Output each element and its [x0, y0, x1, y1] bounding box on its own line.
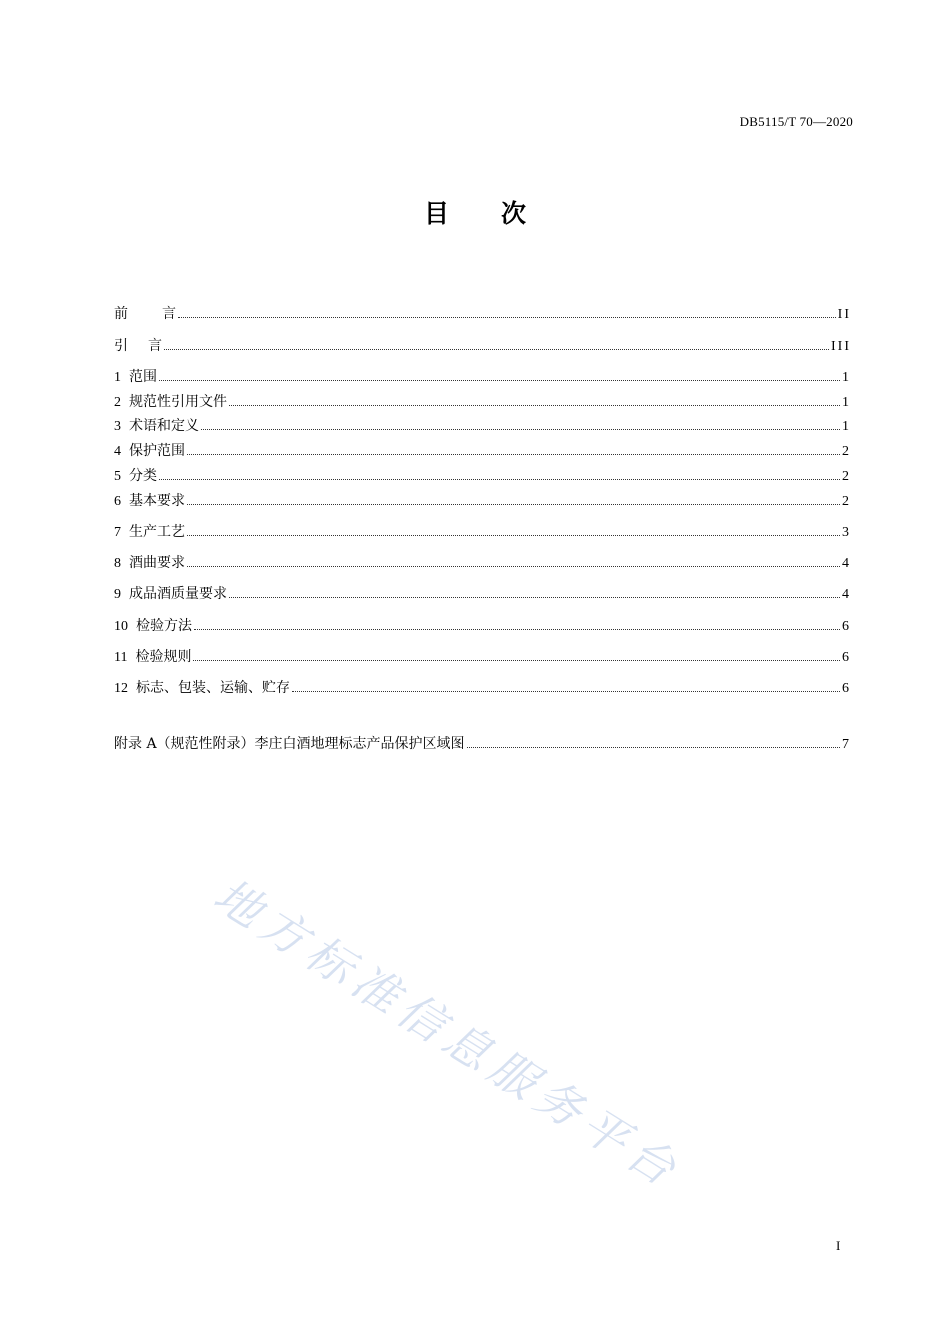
toc-entry-label: 11 检验规则 [114, 649, 192, 665]
toc-entry-page: 2 [842, 469, 851, 484]
toc-leader-dots [229, 404, 840, 406]
page-title [0, 194, 950, 230]
toc-entry-label: 2 规范性引用文件 [114, 394, 227, 410]
toc-entry-1[interactable] [114, 368, 851, 386]
toc-entry-10[interactable] [114, 617, 851, 635]
toc-entry-label: 12 标志、包装、运输、贮存 [114, 680, 290, 696]
toc-entry-label: 7 生产工艺 [114, 524, 185, 540]
toc-leader-dots [229, 596, 840, 598]
toc-leader-dots [187, 453, 840, 455]
toc-leader-dots [467, 746, 840, 748]
toc-entry-annex-a[interactable] [114, 735, 851, 753]
toc-leader-dots [187, 534, 840, 536]
toc-entry-label: 10 检验方法 [114, 618, 192, 634]
toc-entry-label: 3 术语和定义 [114, 418, 199, 434]
toc-entry-2[interactable] [114, 393, 851, 411]
toc-entry-label: 5 分类 [114, 468, 157, 484]
title-char-1: 目 [423, 199, 449, 228]
toc-entry-page: 4 [842, 556, 851, 571]
toc-leader-dots [187, 503, 840, 505]
toc-entry-page: 7 [842, 737, 851, 752]
toc-entry-label: 引 言 [114, 338, 162, 354]
toc-entry-page: 1 [842, 419, 851, 434]
toc-entry-page: 2 [842, 444, 851, 459]
toc-entry-4[interactable] [114, 442, 851, 460]
document-code: DB5115/T 70—2020 [739, 114, 853, 129]
toc-entry-label: 4 保护范围 [114, 443, 185, 459]
toc-entry-page: 1 [842, 370, 851, 385]
toc-entry-page: II [837, 307, 851, 322]
toc-leader-dots [178, 316, 836, 318]
title-char-2: 次 [501, 199, 527, 228]
toc-entry-page: 6 [842, 681, 851, 696]
toc-leader-dots [187, 565, 840, 567]
toc-entry-7[interactable] [114, 523, 851, 541]
page-number: I [836, 1238, 841, 1253]
toc-entry-5[interactable] [114, 467, 851, 485]
toc-entry-page: III [831, 339, 851, 354]
toc-entry-label: 6 基本要求 [114, 493, 185, 509]
toc-entry-page: 6 [842, 619, 851, 634]
toc-leader-dots [193, 659, 840, 661]
toc-entry-label: 9 成品酒质量要求 [114, 586, 227, 602]
toc-entry-page: 2 [842, 494, 851, 509]
toc-entry-label: 8 酒曲要求 [114, 555, 185, 571]
toc-entry-label: 前 言 [114, 306, 176, 322]
toc-entry-page: 3 [842, 525, 851, 540]
toc-entry-introduction[interactable] [114, 337, 851, 355]
toc-leader-dots [292, 690, 840, 692]
toc-entry-label: 1 范围 [114, 369, 157, 385]
toc-entry-12[interactable] [114, 679, 851, 697]
toc-entry-page: 1 [842, 395, 851, 410]
toc-entry-3[interactable] [114, 417, 851, 435]
toc-entry-label: 附录 A（规范性附录）李庄白酒地理标志产品保护区域图 [114, 736, 465, 752]
toc-entry-page: 4 [842, 587, 851, 602]
toc-leader-dots [159, 478, 840, 480]
toc-entry-9[interactable] [114, 585, 851, 603]
toc-leader-dots [194, 628, 840, 630]
watermark-text: 地方标准信息服务平台 [204, 867, 692, 1200]
toc-leader-dots [201, 428, 840, 430]
toc-entry-6[interactable] [114, 492, 851, 510]
toc-leader-dots [159, 379, 840, 381]
toc-entry-foreword[interactable] [114, 305, 851, 323]
toc-entry-8[interactable] [114, 554, 851, 572]
toc-leader-dots [164, 348, 829, 350]
toc-entry-11[interactable] [114, 648, 851, 666]
toc-entry-page: 6 [842, 650, 851, 665]
